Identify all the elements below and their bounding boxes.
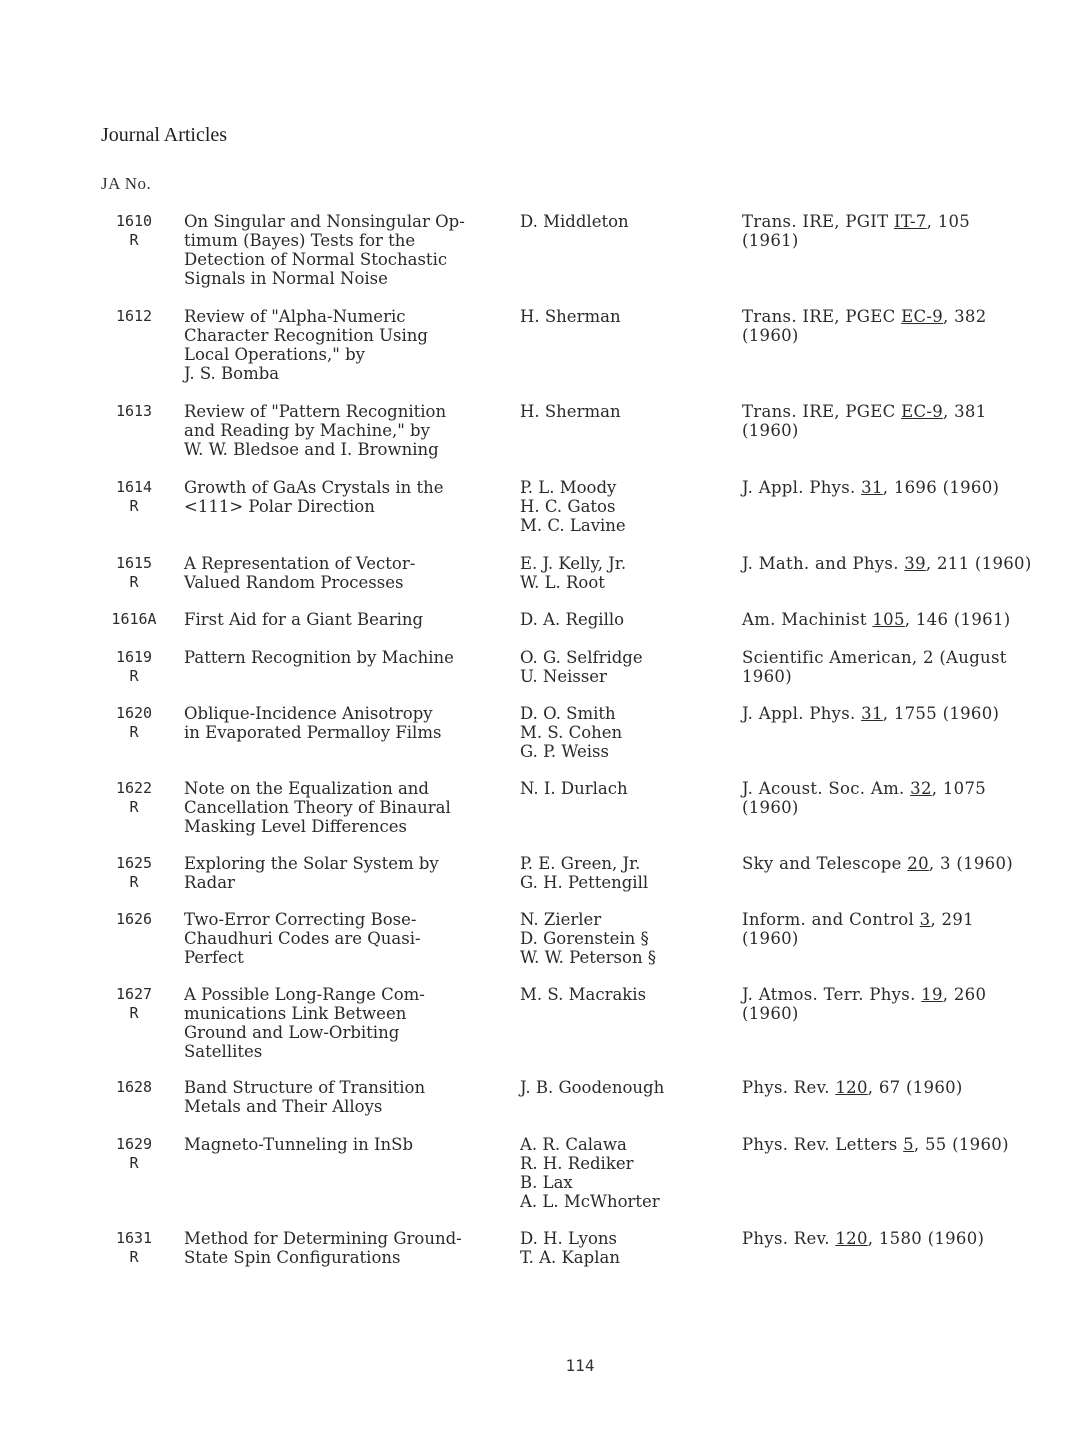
ja-number: 1628 <box>115 1078 153 1096</box>
ja-number: 1625 R <box>115 854 153 891</box>
reference-pages-year: , 1075 (1960) <box>742 779 987 817</box>
journal-reference <box>742 478 1062 497</box>
article-title: Review of "Alpha-Numeric Character Recognition Using Local Operations," by J. S. Bomba <box>184 307 428 383</box>
article-authors: N. I. Durlach <box>520 779 628 798</box>
reference-pages-year: , 146 (1961) <box>904 610 1011 629</box>
article-authors: E. J. Kelly, Jr. W. L. Root <box>520 554 627 592</box>
reference-journal: Inform. and Control <box>742 910 920 929</box>
article-authors: D. Middleton <box>520 212 629 231</box>
reference-volume: 105 <box>872 610 905 629</box>
reference-volume: 20 <box>907 854 929 873</box>
reference-volume: 120 <box>835 1229 868 1248</box>
ja-number: 1629 R <box>115 1135 153 1172</box>
reference-journal: Am. Machinist <box>742 610 873 629</box>
reference-pages-year: , 382 (1960) <box>742 307 987 345</box>
reference-pages-year: , 211 (1960) <box>925 554 1032 573</box>
reference-volume: 32 <box>910 779 932 798</box>
ja-number: 1613 <box>115 402 153 420</box>
ja-number: 1626 <box>115 910 153 928</box>
article-title: Note on the Equalization and Cancellation Theory of Binaural Masking Level Differences <box>184 779 451 836</box>
reference-journal: J. Appl. Phys. <box>742 704 862 723</box>
reference-pages-year: , 1580 (1960) <box>867 1229 985 1248</box>
article-authors: P. E. Green, Jr. G. H. Pettengill <box>520 854 649 892</box>
journal-reference <box>742 610 1062 629</box>
page-number: 114 <box>565 1356 595 1375</box>
article-authors: P. L. Moody H. C. Gatos M. C. Lavine <box>520 478 626 535</box>
journal-reference <box>742 402 1062 440</box>
ja-number: 1614 R <box>115 478 153 515</box>
reference-volume: EC-9 <box>901 307 944 326</box>
ja-number: 1610 R <box>115 212 153 249</box>
column-label: JA No. <box>101 174 152 193</box>
journal-reference <box>742 648 1062 686</box>
article-title: Pattern Recognition by Machine <box>184 648 454 667</box>
reference-volume: EC-9 <box>901 402 944 421</box>
ja-number: 1612 <box>115 307 153 325</box>
journal-reference <box>742 910 1062 948</box>
reference-journal: Sky and Telescope <box>742 854 908 873</box>
article-authors: J. B. Goodenough <box>520 1078 665 1097</box>
section-heading: Journal Articles <box>101 124 228 146</box>
reference-journal: Trans. IRE, PGIT <box>742 212 894 231</box>
reference-pages-year: , 3 (1960) <box>928 854 1014 873</box>
reference-journal: Trans. IRE, PGEC <box>742 307 902 326</box>
article-authors: A. R. Calawa R. H. Rediker B. Lax A. L. McWhorter <box>520 1135 660 1211</box>
ja-number: 1619 R <box>115 648 153 685</box>
article-authors: N. Zierler D. Gorenstein § W. W. Peterson § <box>520 910 657 967</box>
article-authors: H. Sherman <box>520 307 621 326</box>
reference-pages-year: , 55 (1960) <box>913 1135 1009 1154</box>
journal-reference <box>742 704 1062 723</box>
article-title: Magneto-Tunneling in InSb <box>184 1135 414 1154</box>
ja-number: 1622 R <box>115 779 153 816</box>
ja-number: 1615 R <box>115 554 153 591</box>
article-title: Exploring the Solar System by Radar <box>184 854 439 892</box>
article-title: Method for Determining Ground- State Spin Configurations <box>184 1229 462 1267</box>
journal-reference <box>742 779 1062 817</box>
ja-number: 1620 R <box>115 704 153 741</box>
reference-volume: 19 <box>921 985 943 1004</box>
reference-pages-year: , 291 (1960) <box>742 910 974 948</box>
reference-journal: J. Appl. Phys. <box>742 478 862 497</box>
reference-volume: 3 <box>919 910 931 929</box>
journal-reference <box>742 854 1062 873</box>
reference-volume: 5 <box>903 1135 914 1154</box>
journal-reference <box>742 554 1062 573</box>
article-title: Two-Error Correcting Bose- Chaudhuri Codes are Quasi- Perfect <box>184 910 421 967</box>
article-title: A Possible Long-Range Com- munications Link Between Ground and Low-Orbiting Satellites <box>184 985 425 1061</box>
article-title: Oblique-Incidence Anisotropy in Evaporated Permalloy Films <box>184 704 442 742</box>
article-authors: D. O. Smith M. S. Cohen G. P. Weiss <box>520 704 623 761</box>
article-authors: D. H. Lyons T. A. Kaplan <box>520 1229 620 1267</box>
journal-reference <box>742 1229 1062 1248</box>
reference-journal: Phys. Rev. Letters <box>742 1135 904 1154</box>
reference-journal: J. Acoust. Soc. Am. <box>742 779 911 798</box>
article-authors: M. S. Macrakis <box>520 985 647 1004</box>
reference-pages-year: , 381 (1960) <box>742 402 987 440</box>
reference-pages-year: , 260 (1960) <box>742 985 987 1023</box>
journal-reference <box>742 212 1062 250</box>
article-authors: H. Sherman <box>520 402 621 421</box>
reference-volume: 31 <box>861 704 883 723</box>
reference-volume: 31 <box>861 478 883 497</box>
journal-reference <box>742 307 1062 345</box>
article-title: Band Structure of Transition Metals and Their Alloys <box>184 1078 426 1116</box>
reference-journal: Phys. Rev. <box>742 1078 836 1097</box>
reference-journal: Phys. Rev. <box>742 1229 836 1248</box>
article-title: Review of "Pattern Recognition and Reading by Machine," by W. W. Bledsoe and I. Browning <box>184 402 447 459</box>
reference-journal: Scientific American, 2 (August 1960) <box>742 648 1007 686</box>
article-title: On Singular and Nonsingular Op- timum (Bayes) Tests for the Detection of Normal Stochastic Signals in Normal Noise <box>184 212 465 288</box>
reference-volume: IT-7 <box>893 212 927 231</box>
journal-reference <box>742 985 1062 1023</box>
reference-volume: 39 <box>904 554 926 573</box>
journal-reference <box>742 1078 1062 1097</box>
ja-number: 1631 R <box>115 1229 153 1266</box>
ja-number: 1616A <box>111 610 157 628</box>
reference-journal: J. Math. and Phys. <box>742 554 905 573</box>
reference-journal: Trans. IRE, PGEC <box>742 402 902 421</box>
reference-journal: J. Atmos. Terr. Phys. <box>742 985 922 1004</box>
article-authors: O. G. Selfridge U. Neisser <box>520 648 643 686</box>
article-title: First Aid for a Giant Bearing <box>184 610 424 629</box>
reference-pages-year: , 67 (1960) <box>867 1078 963 1097</box>
reference-pages-year: , 1755 (1960) <box>882 704 1000 723</box>
journal-reference <box>742 1135 1062 1154</box>
article-title: A Representation of Vector- Valued Random Processes <box>184 554 416 592</box>
ja-number: 1627 R <box>115 985 153 1022</box>
article-authors: D. A. Regillo <box>520 610 625 629</box>
reference-pages-year: , 105 (1961) <box>742 212 971 250</box>
reference-pages-year: , 1696 (1960) <box>882 478 1000 497</box>
reference-volume: 120 <box>835 1078 868 1097</box>
article-title: Growth of GaAs Crystals in the <111> Polar Direction <box>184 478 444 516</box>
